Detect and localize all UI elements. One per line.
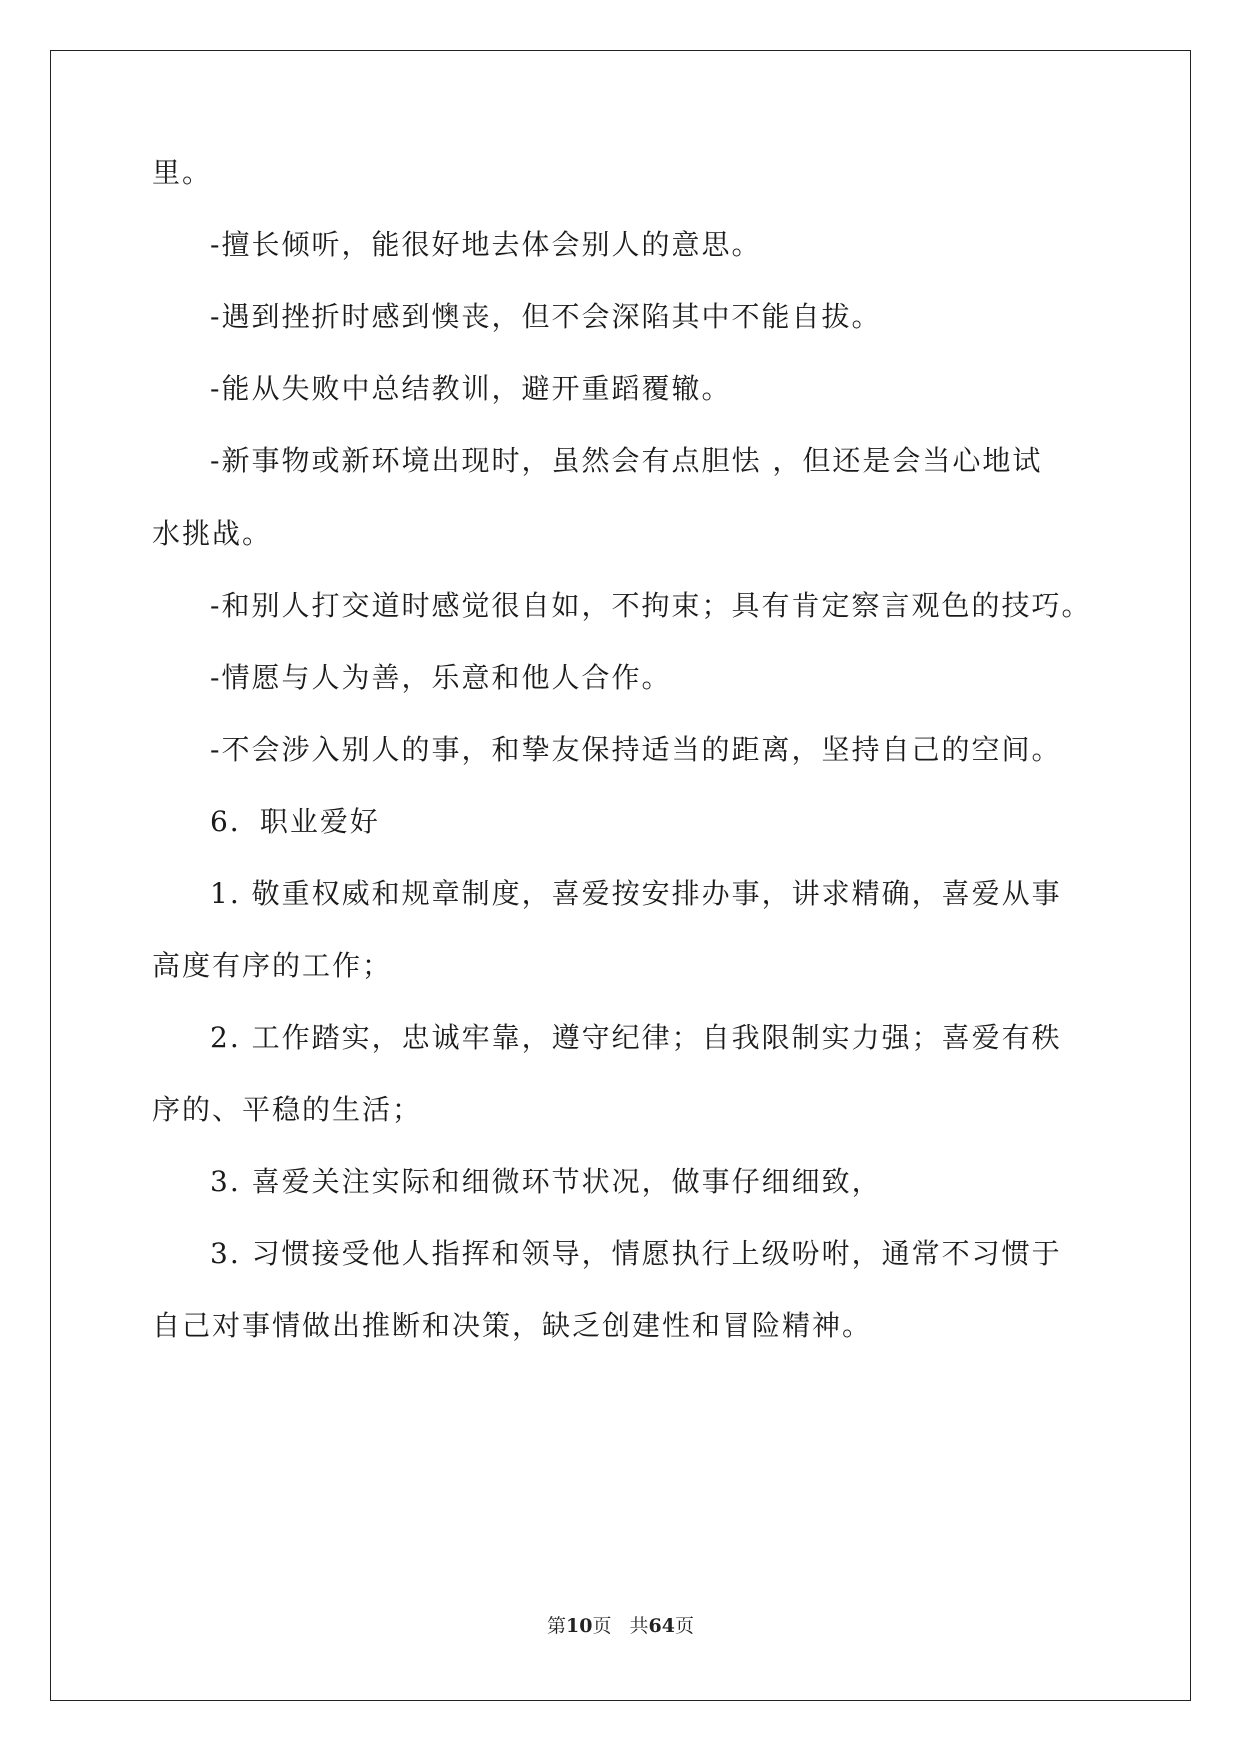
text-line: -新事物或新环境出现时，虽然会有点胆怯 ，但还是会当心地试	[210, 444, 1043, 477]
text-line: -和别人打交道时感觉很自如，不拘束；具有肯定察言观色的技巧。	[210, 589, 1092, 622]
footer-total-suffix: 页	[674, 1615, 694, 1637]
text-line: 序的、平稳的生活；	[152, 1093, 423, 1126]
text-line: 1. 敬重权威和规章制度，喜爱按安排办事，讲求精确，喜爱从事	[210, 877, 1062, 910]
page-number: 10	[566, 1615, 593, 1637]
text-line: 3. 习惯接受他人指挥和领导，情愿执行上级吩咐，通常不习惯于	[210, 1237, 1062, 1270]
text-line: -擅长倾听，能很好地去体会别人的意思。	[210, 228, 762, 261]
text-line: -情愿与人为善，乐意和他人合作。	[210, 661, 672, 694]
footer-page-suffix: 页	[592, 1615, 612, 1637]
text-line: -不会涉入别人的事，和挚友保持适当的距离，坚持自己的空间。	[210, 733, 1062, 766]
text-line: 3. 喜爱关注实际和细微环节状况，做事仔细细致，	[210, 1165, 882, 1198]
footer-prefix: 第	[547, 1615, 567, 1637]
text-line: 水挑战。	[152, 517, 273, 550]
text-line: 里。	[152, 156, 213, 189]
total-pages: 64	[648, 1615, 675, 1637]
footer-total-prefix: 共	[629, 1615, 649, 1637]
text-line: 自己对事情做出推断和决策，缺乏创建性和冒险精神。	[152, 1309, 873, 1342]
text-line: -能从失败中总结教训，避开重蹈覆辙。	[210, 372, 732, 405]
page-footer	[0, 1614, 1241, 1638]
text-line: -遇到挫折时感到懊丧，但不会深陷其中不能自拔。	[210, 300, 882, 333]
section-heading: 6．职业爱好	[210, 805, 380, 838]
text-line: 高度有序的工作；	[152, 949, 393, 982]
text-line: 2. 工作踏实，忠诚牢靠，遵守纪律；自我限制实力强；喜爱有秩	[210, 1021, 1062, 1054]
